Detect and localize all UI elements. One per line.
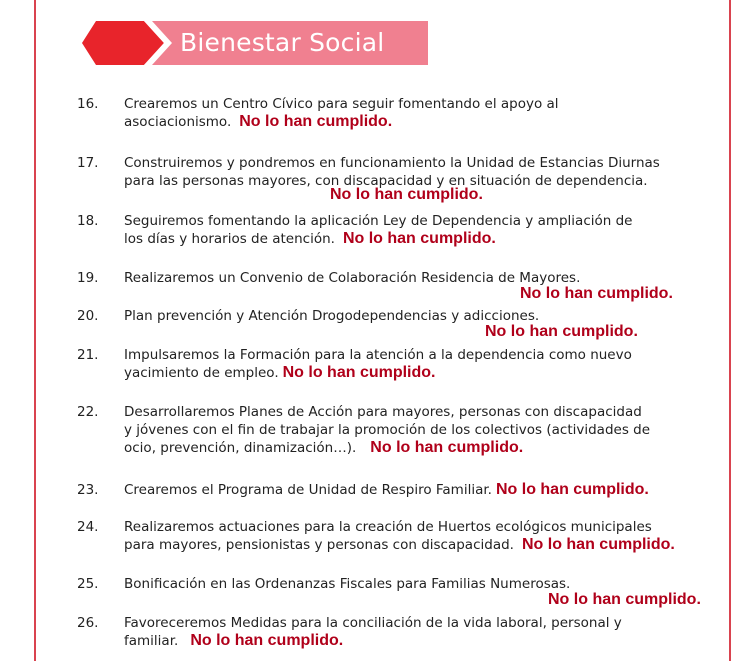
item-line: y jóvenes con el fin de trabajar la promoción de los colectivos (actividades de [124, 422, 651, 438]
status-label: No lo han cumplido. [521, 536, 675, 553]
item-number: 20. [77, 308, 99, 324]
status-label: No lo han cumplido. [342, 230, 496, 247]
page-border-left [34, 0, 36, 661]
item-line: Construiremos y pondremos en funcionamiento la Unidad de Estancias Diurnas [124, 155, 660, 171]
item-number: 24. [77, 519, 99, 535]
item-text [124, 403, 704, 457]
status-label: No lo han cumplido. [370, 439, 524, 456]
item-text [124, 95, 704, 131]
item-text [124, 346, 704, 382]
item-text [124, 481, 704, 499]
status-label: No lo han cumplido. [330, 186, 483, 203]
item-line: Crearemos el Programa de Unidad de Respiro Familiar. No lo han cumplido. [124, 481, 649, 498]
section-header [82, 21, 428, 65]
item-line: yacimiento de empleo. No lo han cumplido. [124, 364, 436, 381]
item-number: 22. [77, 404, 99, 420]
item-number: 17. [77, 155, 99, 171]
item-text [124, 614, 704, 650]
status-label: No lo han cumplido. [239, 113, 393, 130]
item-line: Desarrollaremos Planes de Acción para mayores, personas con discapacidad [124, 404, 642, 420]
item-line: los días y horarios de atención. No lo han cumplido. [124, 230, 496, 247]
item-line: ocio, prevención, dinamización…). No lo han cumplido. [124, 439, 524, 456]
item-line: Favoreceremos Medidas para la conciliación de la vida laboral, personal y [124, 615, 622, 631]
item-line: Impulsaremos la Formación para la atención a la dependencia como nuevo [124, 347, 632, 363]
item-line: Crearemos un Centro Cívico para seguir fomentando el apoyo al [124, 96, 559, 112]
status-label: No lo han cumplido. [282, 364, 436, 381]
section-title: Bienestar Social [180, 28, 385, 57]
item-number: 25. [77, 576, 99, 592]
item-number: 16. [77, 96, 99, 112]
item-line: Realizaremos actuaciones para la creación de Huertos ecológicos municipales [124, 519, 652, 535]
item-line: Seguiremos fomentando la aplicación Ley de Dependencia y ampliación de [124, 213, 633, 229]
page-border-right [729, 0, 731, 661]
item-line: asociacionismo. No lo han cumplido. [124, 113, 393, 130]
status-label: No lo han cumplido. [190, 632, 344, 649]
status-label: No lo han cumplido. [495, 481, 649, 498]
status-label: No lo han cumplido. [520, 285, 673, 302]
status-label: No lo han cumplido. [548, 591, 701, 608]
item-number: 23. [77, 482, 99, 498]
item-line: familiar. No lo han cumplido. [124, 632, 344, 649]
status-label: No lo han cumplido. [485, 323, 638, 340]
item-line: para mayores, pensionistas y personas con discapacidad. No lo han cumplido. [124, 536, 675, 553]
item-number: 21. [77, 347, 99, 363]
item-line: Realizaremos un Convenio de Colaboración Residencia de Mayores. [124, 270, 581, 286]
item-line: para las personas mayores, con discapacidad y en situación de dependencia. [124, 173, 648, 189]
item-text [124, 154, 704, 190]
item-text [124, 212, 704, 248]
item-line: Plan prevención y Atención Drogodependencias y adicciones. [124, 308, 540, 324]
item-line: Bonificación en las Ordenanzas Fiscales para Familias Numerosas. [124, 576, 571, 592]
item-number: 26. [77, 615, 99, 631]
item-number: 19. [77, 270, 99, 286]
item-text [124, 518, 704, 554]
item-number: 18. [77, 213, 99, 229]
